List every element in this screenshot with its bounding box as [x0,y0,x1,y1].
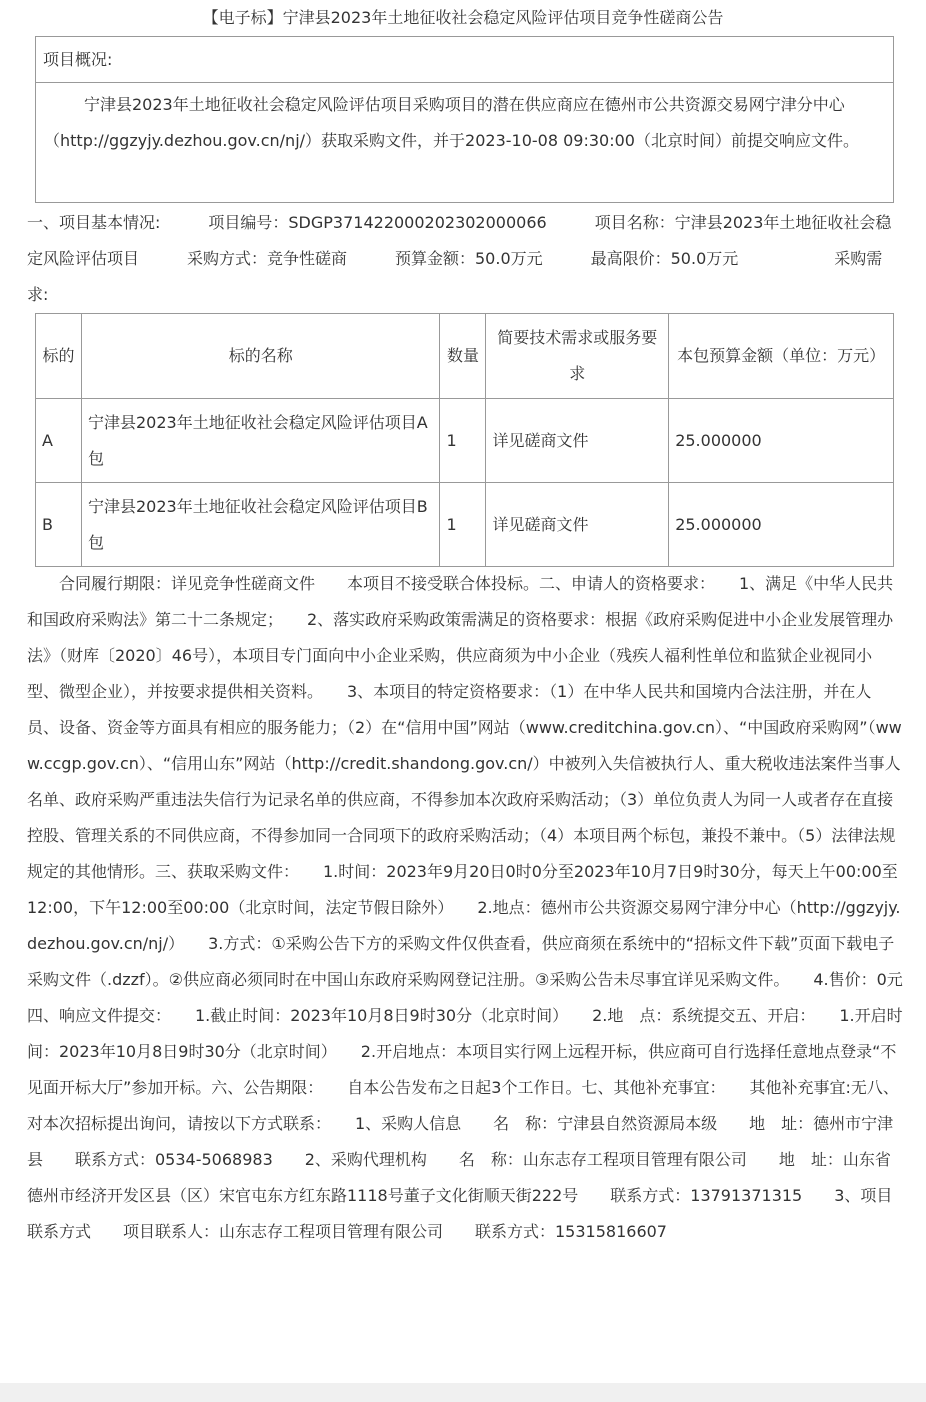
cell-name: 宁津县2023年土地征收社会稳定风险评估项目B包 [81,483,440,567]
overview-label: 项目概况: [36,37,893,83]
basic-info: 一、项目基本情况: 项目编号：SDGP371422000202302000066 项目名称：宁津县2023年土地征收社会稳定风险评估项目 采购方式：竞争性磋商 预算金额：50.0万元 最高限价：50.0万元 采购需求: [27,213,892,304]
table-header-row [36,314,894,399]
cell-qty: 1 [440,399,486,483]
body-text: 合同履行期限：详见竞争性磋商文件 本项目不接受联合体投标。二、申请人的资格要求： 1、满足《中华人民共和国政府采购法》第二十二条规定； 2、落实政府采购政策需满足的资格要求：根据《政府采购促进中小企业发展管理办法》（财库〔2020〕46号），本项目专门面向中小企业采购，供应商须为中小企业（残疾人福利性单位和监狱企业视同小型、微型企业），并按要求提供相关资料。 3、本项目的特定资格要求：（1）在中华人民共和国境内合法注册，并在人员、设备、资金等方面具有相应的服务能力；（2）在“信用中国”网站（www.creditchina.gov.cn）、“中国政府采购网”（www.ccgp.gov.cn）、“信用山东”网站（http://credit.shandong.gov.cn/）中被列入失信被执行人、重大税收违法案件当事人名单、政府采购严重违法失信行为记录名单的供应商，不得参加本次政府采购活动；（3）单位负责人为同一人或者存在直接控股、管理关系的不同供应商，不得参加同一合同项下的政府采购活动；（4）本项目两个标包，兼投不兼中。（5）法律法规规定的其他情形。三、获取采购文件： 1.时间：2023年9月20日0时0分至2023年10月7日9时30分，每天上午00:00至12:00，下午12:00至00:00（北京时间，法定节假日除外） 2.地点：德州市公共资源交易网宁津分中心（http://ggzyjy.dezhou.gov.cn/nj/） 3.方式：①采购公告下方的采购文件仅供查看，供应商须在系统中的“招标文件下载”页面下载电子采购文件（.dzzf）。②供应商必须同时在中国山东政府采购网登记注册。③采购公告未尽事宜详见采购文件。 4.售价：0元四、响应文件提交： 1.截止时间：2023年10月8日9时30分（北京时间） 2.地 点：系统提交五、开启： 1.开启时间：2023年10月8日9时30分（北京时间） 2.开启地点：本项目实行网上远程开标，供应商可自行选择任意地点登录“不见面开标大厅”参加开标。六、公告期限： 自本公告发布之日起3个工作日。七、其他补充事宜： 其他补充事宜:无八、对本次招标提出询问，请按以下方式联系： 1、采购人信息 名 称：宁津县自然资源局本级 地 址：德州市宁津县 联系方式：0534-5068983 2、采购代理机构 名 称：山东志存工程项目管理有限公司 地 址：山东省德州市经济开发区县（区）宋官屯东方红东路1118号董子文化街顺天街222号 联系方式：13791371315 3、项目联系方式 项目联系人：山东志存工程项目管理有限公司 联系方式：15315816607 [27,574,903,1241]
table-row [36,483,894,567]
page-title: 【电子标】宁津县2023年土地征收社会稳定风险评估项目竞争性磋商公告 [202,8,724,27]
cell-budget: 25.000000 [669,399,894,483]
header-cell: 本包预算金额（单位：万元） [669,314,894,399]
header-cell: 数量 [440,314,486,399]
cell-id: B [36,483,82,567]
cell-name: 宁津县2023年土地征收社会稳定风险评估项目A包 [81,399,440,483]
header-cell: 标的 [36,314,82,399]
cell-req: 详见磋商文件 [486,399,669,483]
header-cell: 简要技术需求或服务要求 [486,314,669,399]
overview-text: 宁津县2023年土地征收社会稳定风险评估项目采购项目的潜在供应商应在德州市公共资源交易网宁津分中心（http://ggzyjy.dezhou.gov.cn/nj/）获取采购文件，并于2023-10-08 09:30:00（北京时间）前提交响应文件。 [44,95,859,150]
requirements-table [35,313,894,567]
cell-budget: 25.000000 [669,483,894,567]
cell-id: A [36,399,82,483]
cell-req: 详见磋商文件 [486,483,669,567]
overview-box [35,36,894,203]
header-cell: 标的名称 [81,314,440,399]
footer-bar [0,1383,926,1402]
table-row [36,399,894,483]
cell-qty: 1 [440,483,486,567]
